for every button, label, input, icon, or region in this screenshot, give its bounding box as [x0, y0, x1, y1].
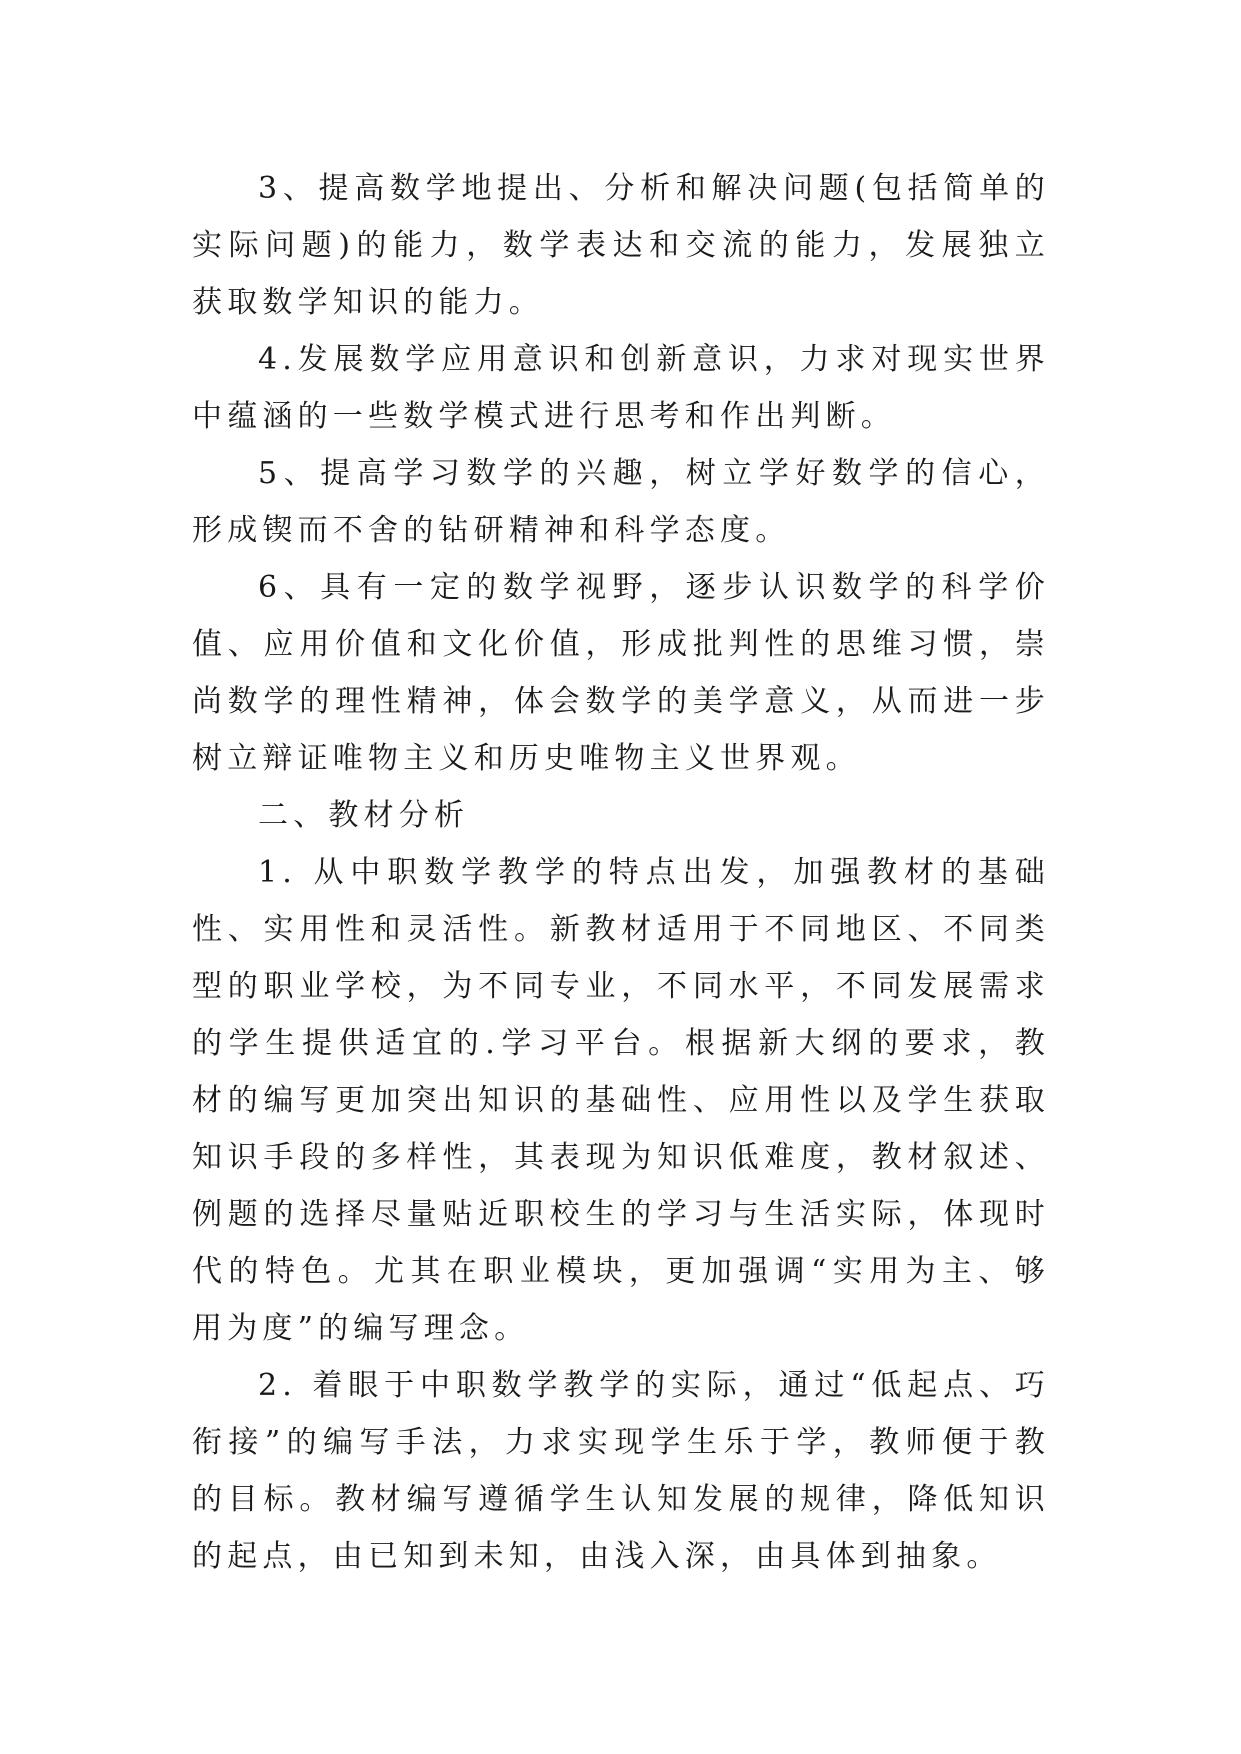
paragraph-goal-4: 4.发展数学应用意识和创新意识，力求对现实世界中蕴涵的一些数学模式进行思考和作出判断。 [192, 342, 1050, 434]
paragraph-goal-6: 6、具有一定的数学视野，逐步认识数学的科学价值、应用价值和文化价值，形成批判性的思维习惯，崇尚数学的理性精神，体会数学的美学意义，从而进一步树立辩证唯物主义和历史唯物主义世界观。 [192, 570, 1050, 776]
document-page [192, 160, 1050, 1585]
section-heading: 二、教材分析 [258, 798, 470, 833]
paragraph-goal-3: 3、提高数学地提出、分析和解决问题(包括简单的实际问题)的能力，数学表达和交流的能力，发展独立获取数学知识的能力。 [192, 171, 1050, 320]
paragraph-analysis-2: 2. 着眼于中职数学教学的实际，通过“低起点、巧衔接”的编写手法，力求实现学生乐于学，教师便于教的目标。教材编写遵循学生认知发展的规律，降低知识的起点，由已知到未知，由浅入深，由具体到抽象。 [192, 1368, 1050, 1574]
paragraph-analysis-1: 1. 从中职数学教学的特点出发，加强教材的基础性、实用性和灵活性。新教材适用于不同地区、不同类型的职业学校，为不同专业，不同水平，不同发展需求的学生提供适宜的.学习平台。根据新大纲的要求，教材的编写更加突出知识的基础性、应用性以及学生获取知识手段的多样性，其表现为知识低难度，教材叙述、例题的选择尽量贴近职校生的学习与生活实际，体现时代的特色。尤其在职业模块，更加强调“实用为主、够用为度”的编写理念。 [192, 855, 1050, 1346]
paragraph-goal-5: 5、提高学习数学的兴趣，树立学好数学的信心，形成锲而不舍的钻研精神和科学态度。 [192, 456, 1050, 548]
